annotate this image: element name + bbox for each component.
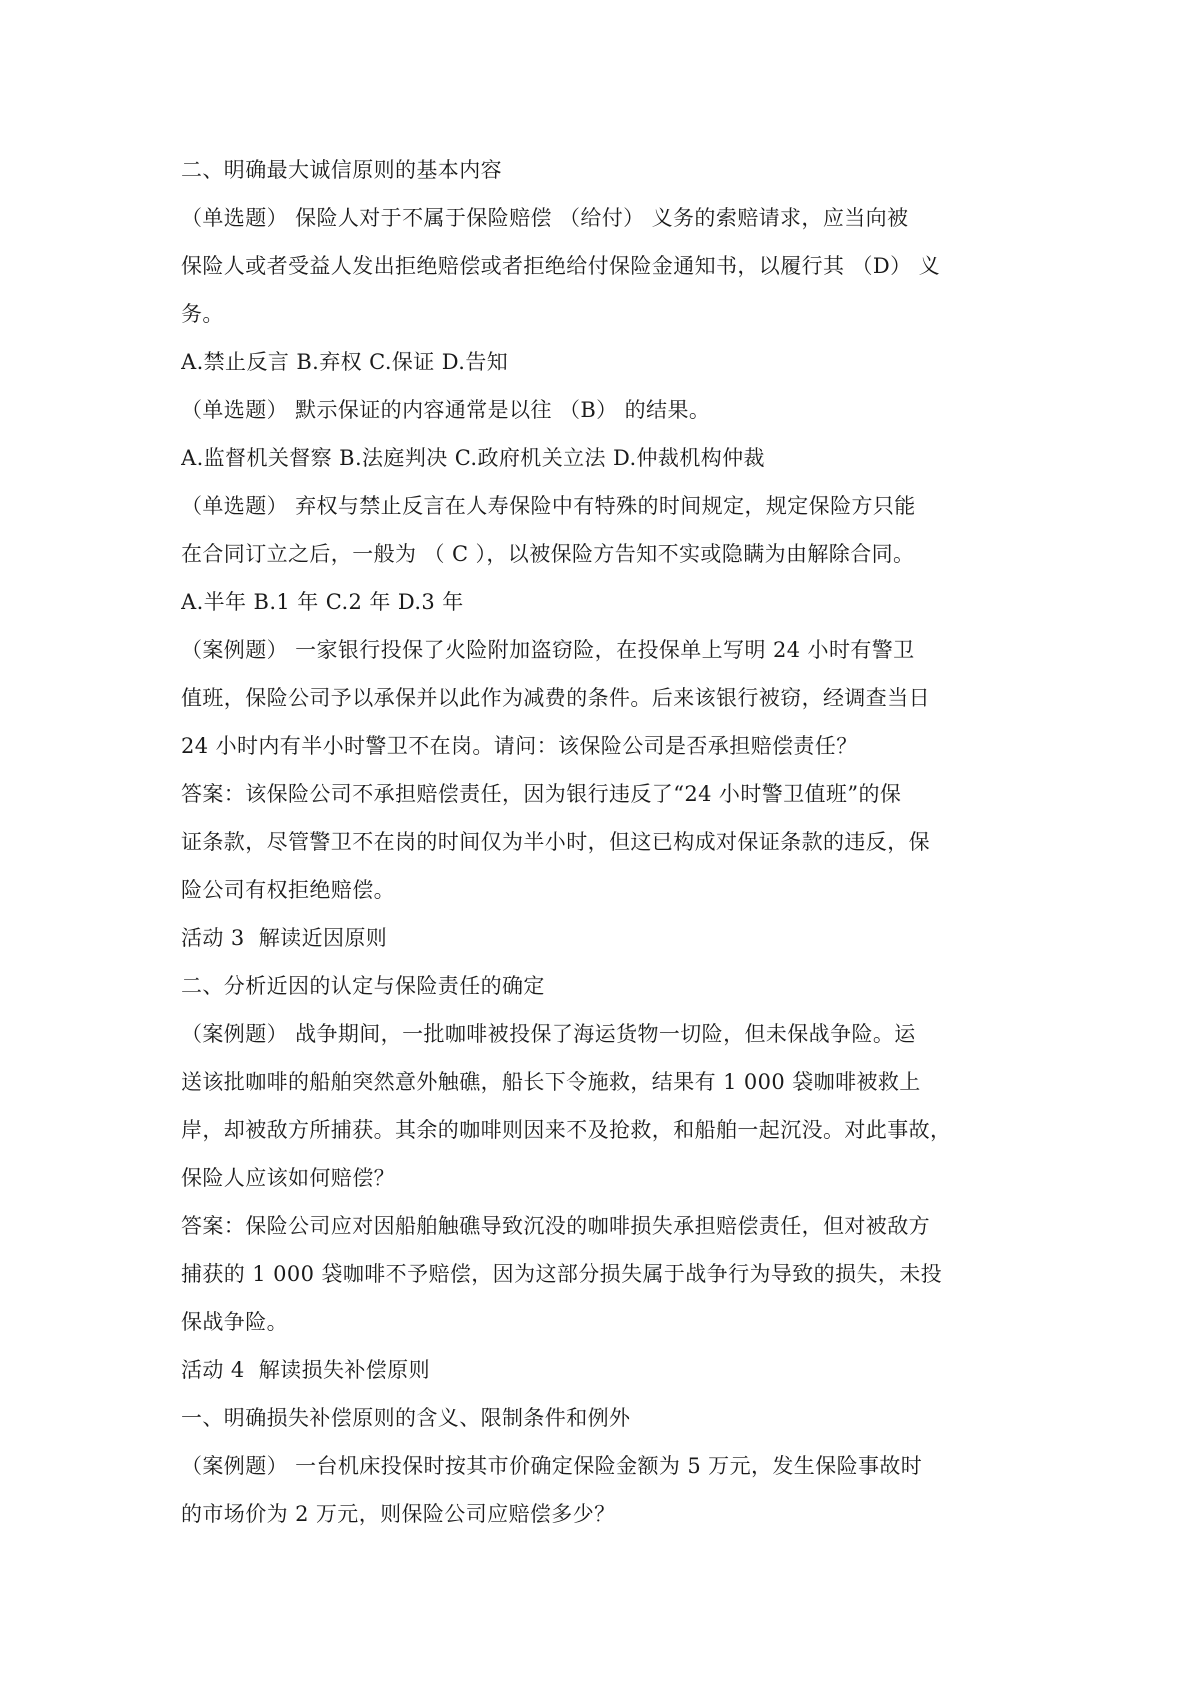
question-text: （单选题） 弃权与禁止反言在人寿保险中有特殊的时间规定，规定保险方只能 — [181, 494, 916, 518]
case-question-text: 保险人应该如何赔偿？ — [181, 1166, 395, 1190]
case-question-text: 送该批咖啡的船舶突然意外触礁，船长下令施救，结果有 1 000 袋咖啡被救上 — [181, 1070, 921, 1094]
section-heading: 二、明确最大诚信原则的基本内容 — [181, 158, 502, 182]
answer-options: A.禁止反言 B.弃权 C.保证 D.告知 — [181, 350, 509, 374]
answer-text: 证条款，尽管警卫不在岗的时间仅为半小时，但这已构成对保证条款的违反，保 — [181, 830, 930, 854]
case-question-text: （案例题） 一家银行投保了火险附加盗窃险，在投保单上写明 24 小时有警卫 — [181, 638, 915, 662]
answer-text: 保战争险。 — [181, 1310, 288, 1334]
case-question-text: 值班，保险公司予以承保并以此作为减费的条件。后来该银行被窃，经调查当日 — [181, 686, 930, 710]
question-text: 保险人或者受益人发出拒绝赔偿或者拒绝给付保险金通知书，以履行其 （D） 义 — [181, 254, 940, 278]
case-question-text: 岸，却被敌方所捕获。其余的咖啡则因来不及抢救，和船舶一起沉没。对此事故， — [181, 1118, 952, 1142]
answer-options: A.半年 B.1 年 C.2 年 D.3 年 — [181, 590, 464, 614]
answer-text: 捕获的 1 000 袋咖啡不予赔偿，因为这部分损失属于战争行为导致的损失，未投 — [181, 1262, 943, 1286]
answer-text: 答案：该保险公司不承担赔偿责任，因为银行违反了“24 小时警卫值班”的保 — [181, 782, 902, 806]
section-heading: 二、分析近因的认定与保险责任的确定 — [181, 974, 545, 998]
answer-text: 险公司有权拒绝赔偿。 — [181, 878, 395, 902]
activity-heading: 活动 3 解读近因原则 — [181, 926, 388, 950]
answer-text: 答案：保险公司应对因船舶触礁导致沉没的咖啡损失承担赔偿责任，但对被敌方 — [181, 1214, 930, 1238]
case-question-text: 的市场价为 2 万元，则保险公司应赔偿多少？ — [181, 1502, 616, 1526]
question-text: （单选题） 保险人对于不属于保险赔偿 （给付） 义务的索赔请求，应当向被 — [181, 206, 909, 230]
document-page — [181, 146, 1016, 1538]
answer-options: A.监督机关督察 B.法庭判决 C.政府机关立法 D.仲裁机构仲裁 — [181, 446, 765, 470]
section-heading: 一、明确损失补偿原则的含义、限制条件和例外 — [181, 1406, 631, 1430]
case-question-text: （案例题） 战争期间，一批咖啡被投保了海运货物一切险，但未保战争险。运 — [181, 1022, 916, 1046]
question-text: 务。 — [181, 302, 224, 326]
case-question-text: （案例题） 一台机床投保时按其市价确定保险金额为 5 万元，发生保险事故时 — [181, 1454, 923, 1478]
activity-heading: 活动 4 解读损失补偿原则 — [181, 1358, 430, 1382]
question-text: 在合同订立之后，一般为 （ C ），以被保险方告知不实或隐瞒为由解除合同。 — [181, 542, 915, 566]
case-question-text: 24 小时内有半小时警卫不在岗。请问：该保险公司是否承担赔偿责任？ — [181, 734, 858, 758]
question-text: （单选题） 默示保证的内容通常是以往 （B） 的结果。 — [181, 398, 711, 422]
